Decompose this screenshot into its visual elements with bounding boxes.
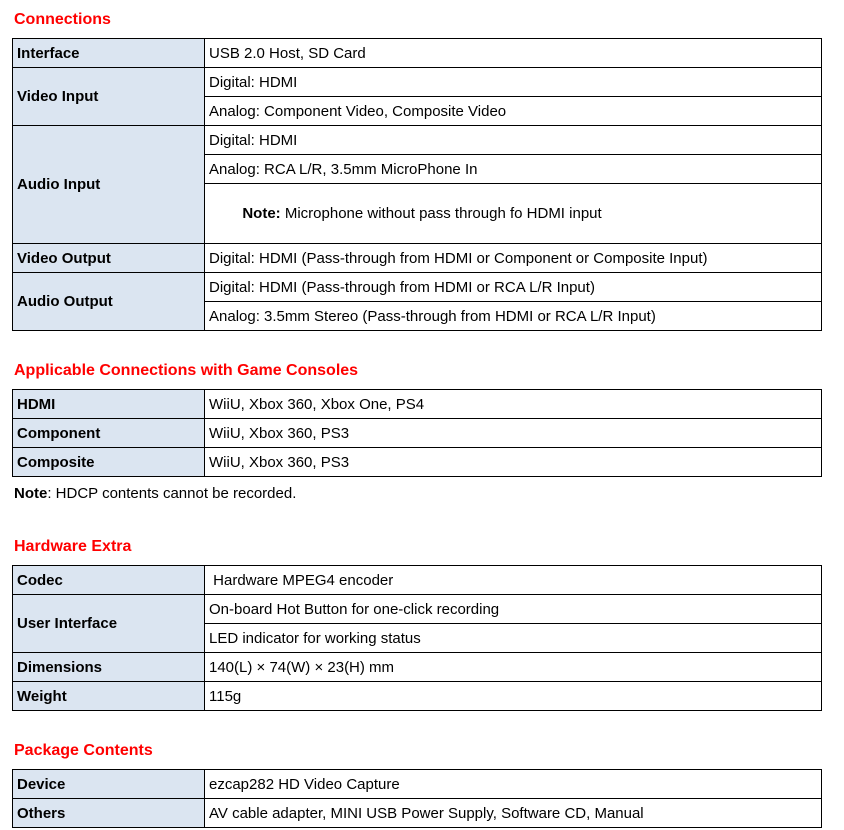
- label-video-output: Video Output: [13, 244, 205, 273]
- value-user-interface-hot-button: On-board Hot Button for one-click recording: [205, 595, 822, 624]
- value-composite-consoles: WiiU, Xbox 360, PS3: [205, 448, 822, 477]
- table-row: [13, 68, 822, 97]
- value-weight: 115g: [205, 682, 822, 711]
- value-audio-output-digital: Digital: HDMI (Pass-through from HDMI or RCA L/R Input): [205, 273, 822, 302]
- label-video-input: Video Input: [13, 68, 205, 126]
- value-component-consoles: WiiU, Xbox 360, PS3: [205, 419, 822, 448]
- label-component: Component: [13, 419, 205, 448]
- label-others: Others: [13, 799, 205, 828]
- note-text: Microphone without pass through fo HDMI input: [280, 205, 602, 222]
- value-audio-input-note: [205, 184, 822, 244]
- table-row: [13, 682, 822, 711]
- table-row: [13, 39, 822, 68]
- label-user-interface: User Interface: [13, 595, 205, 653]
- value-hdmi-consoles: WiiU, Xbox 360, Xbox One, PS4: [205, 390, 822, 419]
- value-video-output-digital: Digital: HDMI (Pass-through from HDMI or Component or Composite Input): [205, 244, 822, 273]
- table-row: [13, 273, 822, 302]
- value-audio-input-digital: Digital: HDMI: [205, 126, 822, 155]
- section-heading-game-consoles: Applicable Connections with Game Consoles: [14, 362, 359, 379]
- label-composite: Composite: [13, 448, 205, 477]
- table-row: [13, 595, 822, 624]
- label-audio-output: Audio Output: [13, 273, 205, 331]
- label-codec: Codec: [13, 566, 205, 595]
- table-row: [13, 126, 822, 155]
- value-audio-input-analog: Analog: RCA L/R, 3.5mm MicroPhone In: [205, 155, 822, 184]
- section-heading-package-contents: Package Contents: [14, 742, 153, 759]
- value-codec: Hardware MPEG4 encoder: [205, 566, 822, 595]
- note-label: Note:: [242, 205, 281, 222]
- value-device: ezcap282 HD Video Capture: [205, 770, 822, 799]
- value-user-interface-led: LED indicator for working status: [205, 624, 822, 653]
- value-video-input-analog: Analog: Component Video, Composite Video: [205, 97, 822, 126]
- label-interface: Interface: [13, 39, 205, 68]
- value-video-input-digital: Digital: HDMI: [205, 68, 822, 97]
- table-row: [13, 653, 822, 682]
- value-audio-output-analog: Analog: 3.5mm Stereo (Pass-through from HDMI or RCA L/R Input): [205, 302, 822, 331]
- table-row: [13, 770, 822, 799]
- section-heading-hardware-extra: Hardware Extra: [14, 538, 132, 555]
- value-others: AV cable adapter, MINI USB Power Supply, Software CD, Manual: [205, 799, 822, 828]
- hardware-extra-table: [12, 565, 822, 711]
- table-row: [13, 799, 822, 828]
- table-row: [13, 566, 822, 595]
- label-audio-input: Audio Input: [13, 126, 205, 244]
- hdcp-note: [14, 484, 822, 503]
- table-row: [13, 244, 822, 273]
- value-interface: USB 2.0 Host, SD Card: [205, 39, 822, 68]
- note-text: : HDCP contents cannot be recorded.: [47, 485, 297, 502]
- package-contents-table: [12, 769, 822, 828]
- connections-table: [12, 38, 822, 331]
- label-hdmi: HDMI: [13, 390, 205, 419]
- label-weight: Weight: [13, 682, 205, 711]
- table-row: [13, 419, 822, 448]
- table-row: [13, 448, 822, 477]
- section-heading-connections: Connections: [14, 11, 111, 28]
- label-device: Device: [13, 770, 205, 799]
- table-row: [13, 390, 822, 419]
- game-consoles-table: [12, 389, 822, 477]
- note-label: Note: [14, 485, 48, 502]
- value-dimensions: 140(L) × 74(W) × 23(H) mm: [205, 653, 822, 682]
- label-dimensions: Dimensions: [13, 653, 205, 682]
